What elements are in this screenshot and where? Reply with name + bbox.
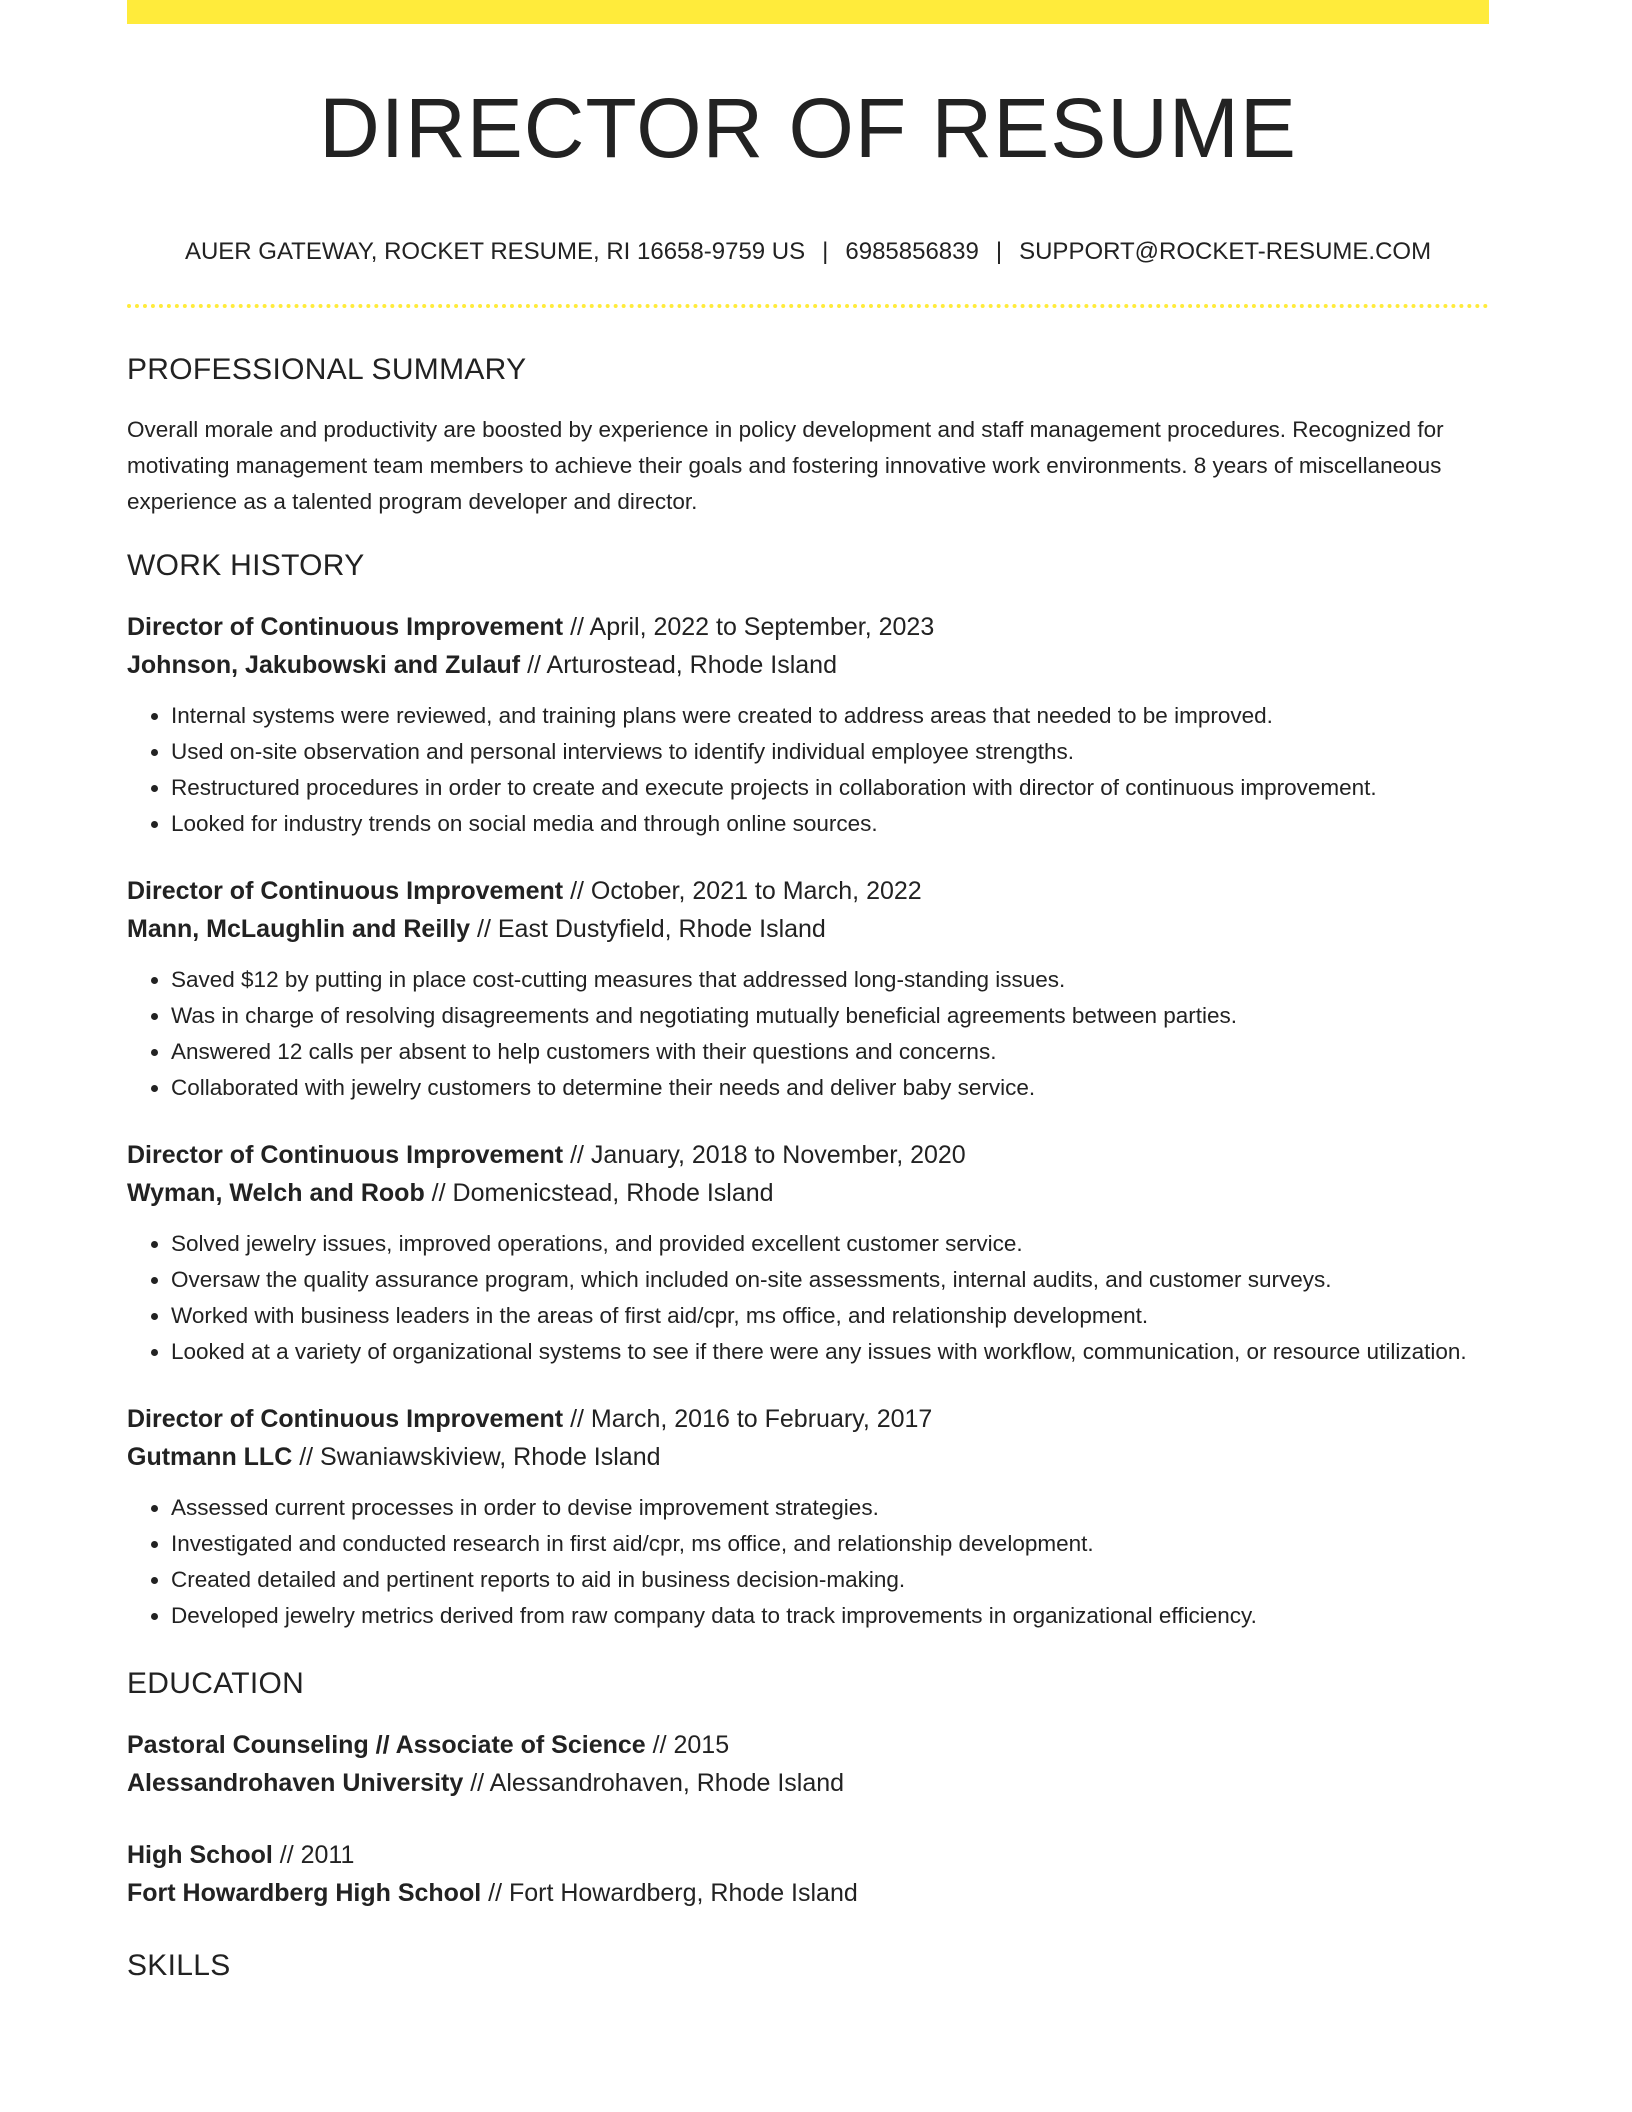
job-bullets bbox=[127, 962, 1489, 1106]
job-bullets bbox=[127, 698, 1489, 842]
education-location: // Fort Howardberg, Rhode Island bbox=[488, 1879, 858, 1907]
education-year: // 2015 bbox=[652, 1731, 730, 1759]
contact-line bbox=[127, 234, 1489, 270]
job-dates: // April, 2022 to September, 2023 bbox=[570, 613, 935, 641]
contact-address: AUER GATEWAY, ROCKET RESUME, RI 16658-9759 US bbox=[184, 238, 806, 265]
contact-separator: | bbox=[995, 238, 1003, 265]
education-school-line bbox=[127, 1874, 1489, 1912]
job-company-line bbox=[127, 1174, 1489, 1212]
accent-top-bar bbox=[127, 0, 1489, 24]
job-bullet: • Restructured procedures in order to create and execute projects in collaboration with director of continuous improvement. bbox=[171, 770, 1489, 806]
job-company: Gutmann LLC bbox=[127, 1443, 293, 1471]
education-school: Fort Howardberg High School bbox=[127, 1879, 482, 1907]
summary-heading: PROFESSIONAL SUMMARY bbox=[127, 353, 527, 386]
job-bullet: • Used on-site observation and personal interviews to identify individual employee strengths. bbox=[171, 734, 1489, 770]
education-entry bbox=[127, 1726, 1489, 1802]
education-degree: High School bbox=[127, 1841, 273, 1869]
job-bullet: • Oversaw the quality assurance program, which included on-site assessments, internal audits, and customer surveys. bbox=[171, 1262, 1489, 1298]
job-dates: // January, 2018 to November, 2020 bbox=[570, 1141, 966, 1169]
summary-section bbox=[127, 350, 1489, 520]
education-school: Alessandrohaven University bbox=[127, 1769, 464, 1797]
job-company-line bbox=[127, 910, 1489, 948]
job-title: Director of Continuous Improvement bbox=[127, 613, 564, 641]
contact-email: SUPPORT@ROCKET-RESUME.COM bbox=[1019, 238, 1432, 265]
job-company-line bbox=[127, 1438, 1489, 1476]
job-bullet: • Solved jewelry issues, improved operations, and provided excellent customer service. bbox=[171, 1226, 1489, 1262]
education-school-line bbox=[127, 1764, 1489, 1802]
job-bullet: • Saved $12 by putting in place cost-cutting measures that addressed long-standing issues. bbox=[171, 962, 1489, 998]
job-location: // East Dustyfield, Rhode Island bbox=[477, 915, 826, 943]
work-history-section bbox=[127, 546, 1489, 1634]
job-title-line bbox=[127, 1136, 1489, 1174]
job-bullet: • Collaborated with jewelry customers to determine their needs and deliver baby service. bbox=[171, 1070, 1489, 1106]
job-company: Johnson, Jakubowski and Zulauf bbox=[127, 651, 521, 679]
education-heading: EDUCATION bbox=[127, 1667, 305, 1700]
job-location: // Domenicstead, Rhode Island bbox=[431, 1179, 774, 1207]
job-entry bbox=[127, 1136, 1489, 1370]
skills-heading: SKILLS bbox=[127, 1949, 231, 1982]
skills-section bbox=[127, 1946, 1489, 1986]
job-title: Director of Continuous Improvement bbox=[127, 1141, 564, 1169]
job-bullet: • Developed jewelry metrics derived from raw company data to track improvements in organizational efficiency. bbox=[171, 1598, 1489, 1634]
job-title: Director of Continuous Improvement bbox=[127, 877, 564, 905]
job-location: // Arturostead, Rhode Island bbox=[527, 651, 837, 679]
job-bullet: • Looked at a variety of organizational systems to see if there were any issues with workflow, communication, or resource utilization. bbox=[171, 1334, 1489, 1370]
job-company-line bbox=[127, 646, 1489, 684]
resume-name: DIRECTOR OF RESUME bbox=[319, 81, 1297, 175]
contact-phone: 6985856839 bbox=[845, 238, 979, 265]
job-bullet: • Assessed current processes in order to devise improvement strategies. bbox=[171, 1490, 1489, 1526]
job-bullet: • Investigated and conducted research in first aid/cpr, ms office, and relationship development. bbox=[171, 1526, 1489, 1562]
contact-separator: | bbox=[822, 238, 829, 265]
job-bullet: • Created detailed and pertinent reports to aid in business decision-making. bbox=[171, 1562, 1489, 1598]
job-company: Mann, McLaughlin and Reilly bbox=[127, 915, 471, 943]
job-bullets bbox=[127, 1226, 1489, 1370]
job-title-line bbox=[127, 872, 1489, 910]
job-bullet: • Internal systems were reviewed, and training plans were created to address areas that needed to be improved. bbox=[171, 698, 1489, 734]
education-degree: Pastoral Counseling // Associate of Science bbox=[127, 1731, 646, 1759]
education-degree-line bbox=[127, 1726, 1489, 1764]
job-dates: // March, 2016 to February, 2017 bbox=[570, 1405, 933, 1433]
job-title-line bbox=[127, 608, 1489, 646]
job-entry bbox=[127, 1400, 1489, 1634]
job-company: Wyman, Welch and Roob bbox=[127, 1179, 425, 1207]
job-dates: // October, 2021 to March, 2022 bbox=[570, 877, 922, 905]
job-bullet: • Answered 12 calls per absent to help customers with their questions and concerns. bbox=[171, 1034, 1489, 1070]
resume-body bbox=[127, 350, 1489, 2008]
education-degree-line bbox=[127, 1836, 1489, 1874]
job-bullet: • Worked with business leaders in the areas of first aid/cpr, ms office, and relationship development. bbox=[171, 1298, 1489, 1334]
job-bullets bbox=[127, 1490, 1489, 1634]
job-title-line bbox=[127, 1400, 1489, 1438]
education-entry bbox=[127, 1836, 1489, 1912]
education-section bbox=[127, 1664, 1489, 1912]
job-bullet: • Was in charge of resolving disagreements and negotiating mutually beneficial agreements between parties. bbox=[171, 998, 1489, 1034]
job-location: // Swaniawskiview, Rhode Island bbox=[299, 1443, 661, 1471]
job-bullet: • Looked for industry trends on social media and through online sources. bbox=[171, 806, 1489, 842]
header-divider bbox=[127, 304, 1489, 308]
summary-text: Overall morale and productivity are boosted by experience in policy development and staff management procedures. Recognized for motivating management team members to achieve their goals and fostering innovative work environments. 8 years of miscellaneous experience as a talented program developer and director. bbox=[127, 417, 1444, 514]
work-history-heading: WORK HISTORY bbox=[127, 549, 365, 582]
job-entry bbox=[127, 872, 1489, 1106]
job-title: Director of Continuous Improvement bbox=[127, 1405, 564, 1433]
job-entry bbox=[127, 608, 1489, 842]
education-year: // 2011 bbox=[279, 1841, 355, 1869]
education-location: // Alessandrohaven, Rhode Island bbox=[470, 1769, 845, 1797]
